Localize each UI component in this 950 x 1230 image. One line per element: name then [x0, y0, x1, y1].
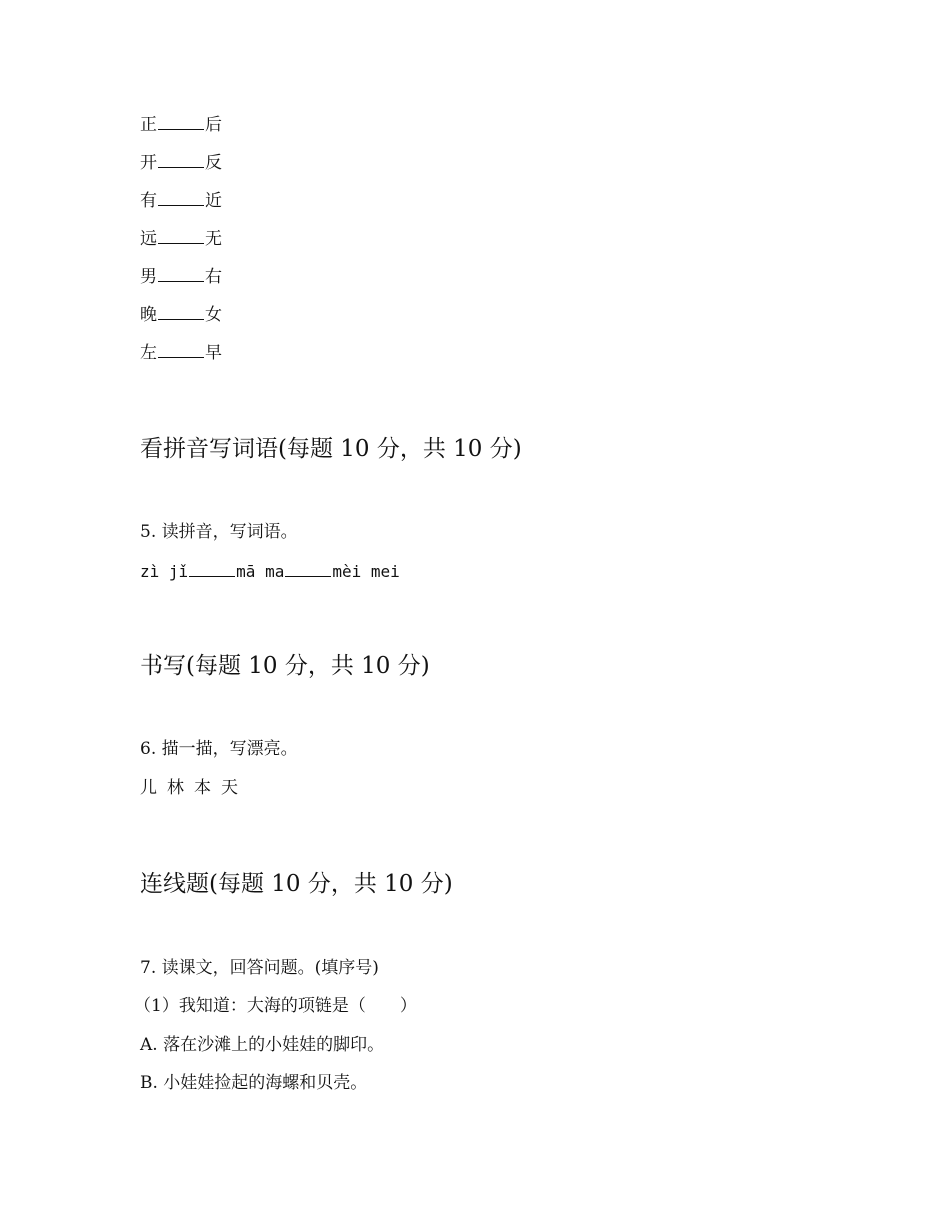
trace-char: 儿 [140, 778, 157, 798]
antonym-left: 晚 [140, 305, 157, 325]
antonym-right: 后 [205, 115, 222, 135]
answer-option: B. 小娃娃捡起的海螺和贝壳。 [140, 1073, 368, 1093]
answer-blank[interactable] [285, 560, 331, 577]
antonym-row [140, 265, 222, 288]
antonym-row [140, 151, 222, 174]
answer-blank[interactable] [158, 303, 204, 320]
antonym-left: 左 [140, 343, 157, 363]
section-heading: 书写(每题 10 分，共 10 分) [140, 653, 430, 679]
answer-option: A. 落在沙滩上的小娃娃的脚印。 [140, 1035, 385, 1055]
answer-blank[interactable] [158, 227, 204, 244]
question-text: 6. 描一描，写漂亮。 [140, 739, 298, 759]
antonym-right: 无 [205, 229, 222, 249]
pinyin-item: zì jǐ [140, 562, 189, 581]
answer-blank[interactable] [158, 341, 204, 358]
answer-blank[interactable] [158, 189, 204, 206]
trace-char: 林 [167, 778, 184, 798]
answer-blank[interactable] [158, 265, 204, 282]
answer-blank[interactable] [158, 151, 204, 168]
pinyin-item: mā ma [236, 562, 285, 581]
pinyin-item: mèi mei [332, 562, 400, 581]
antonym-right: 女 [205, 305, 222, 325]
antonym-row [140, 227, 222, 250]
trace-char: 本 [194, 778, 211, 798]
antonym-right: 右 [205, 267, 222, 287]
antonym-left: 正 [140, 115, 157, 135]
trace-chars-row [140, 777, 238, 799]
sub-question: （1）我知道：大海的项链是（ ） [134, 996, 417, 1016]
answer-blank[interactable] [158, 113, 204, 130]
antonym-left: 男 [140, 267, 157, 287]
antonym-right: 早 [205, 343, 222, 363]
antonym-right: 反 [205, 153, 222, 173]
question-text: 5. 读拼音，写词语。 [140, 522, 298, 542]
antonym-row [140, 113, 222, 136]
antonym-row [140, 189, 222, 212]
antonym-left: 有 [140, 191, 157, 211]
antonym-row [140, 341, 222, 364]
section-heading: 连线题(每题 10 分，共 10 分) [140, 871, 453, 897]
antonym-left: 开 [140, 153, 157, 173]
section-heading: 看拼音写词语(每题 10 分，共 10 分) [140, 436, 522, 462]
antonym-left: 远 [140, 229, 157, 249]
antonym-right: 近 [205, 191, 222, 211]
trace-char: 天 [221, 778, 238, 798]
question-text: 7. 读课文，回答问题。(填序号) [140, 958, 379, 978]
pinyin-row [140, 560, 400, 583]
answer-blank[interactable] [189, 560, 235, 577]
antonym-row [140, 303, 222, 326]
